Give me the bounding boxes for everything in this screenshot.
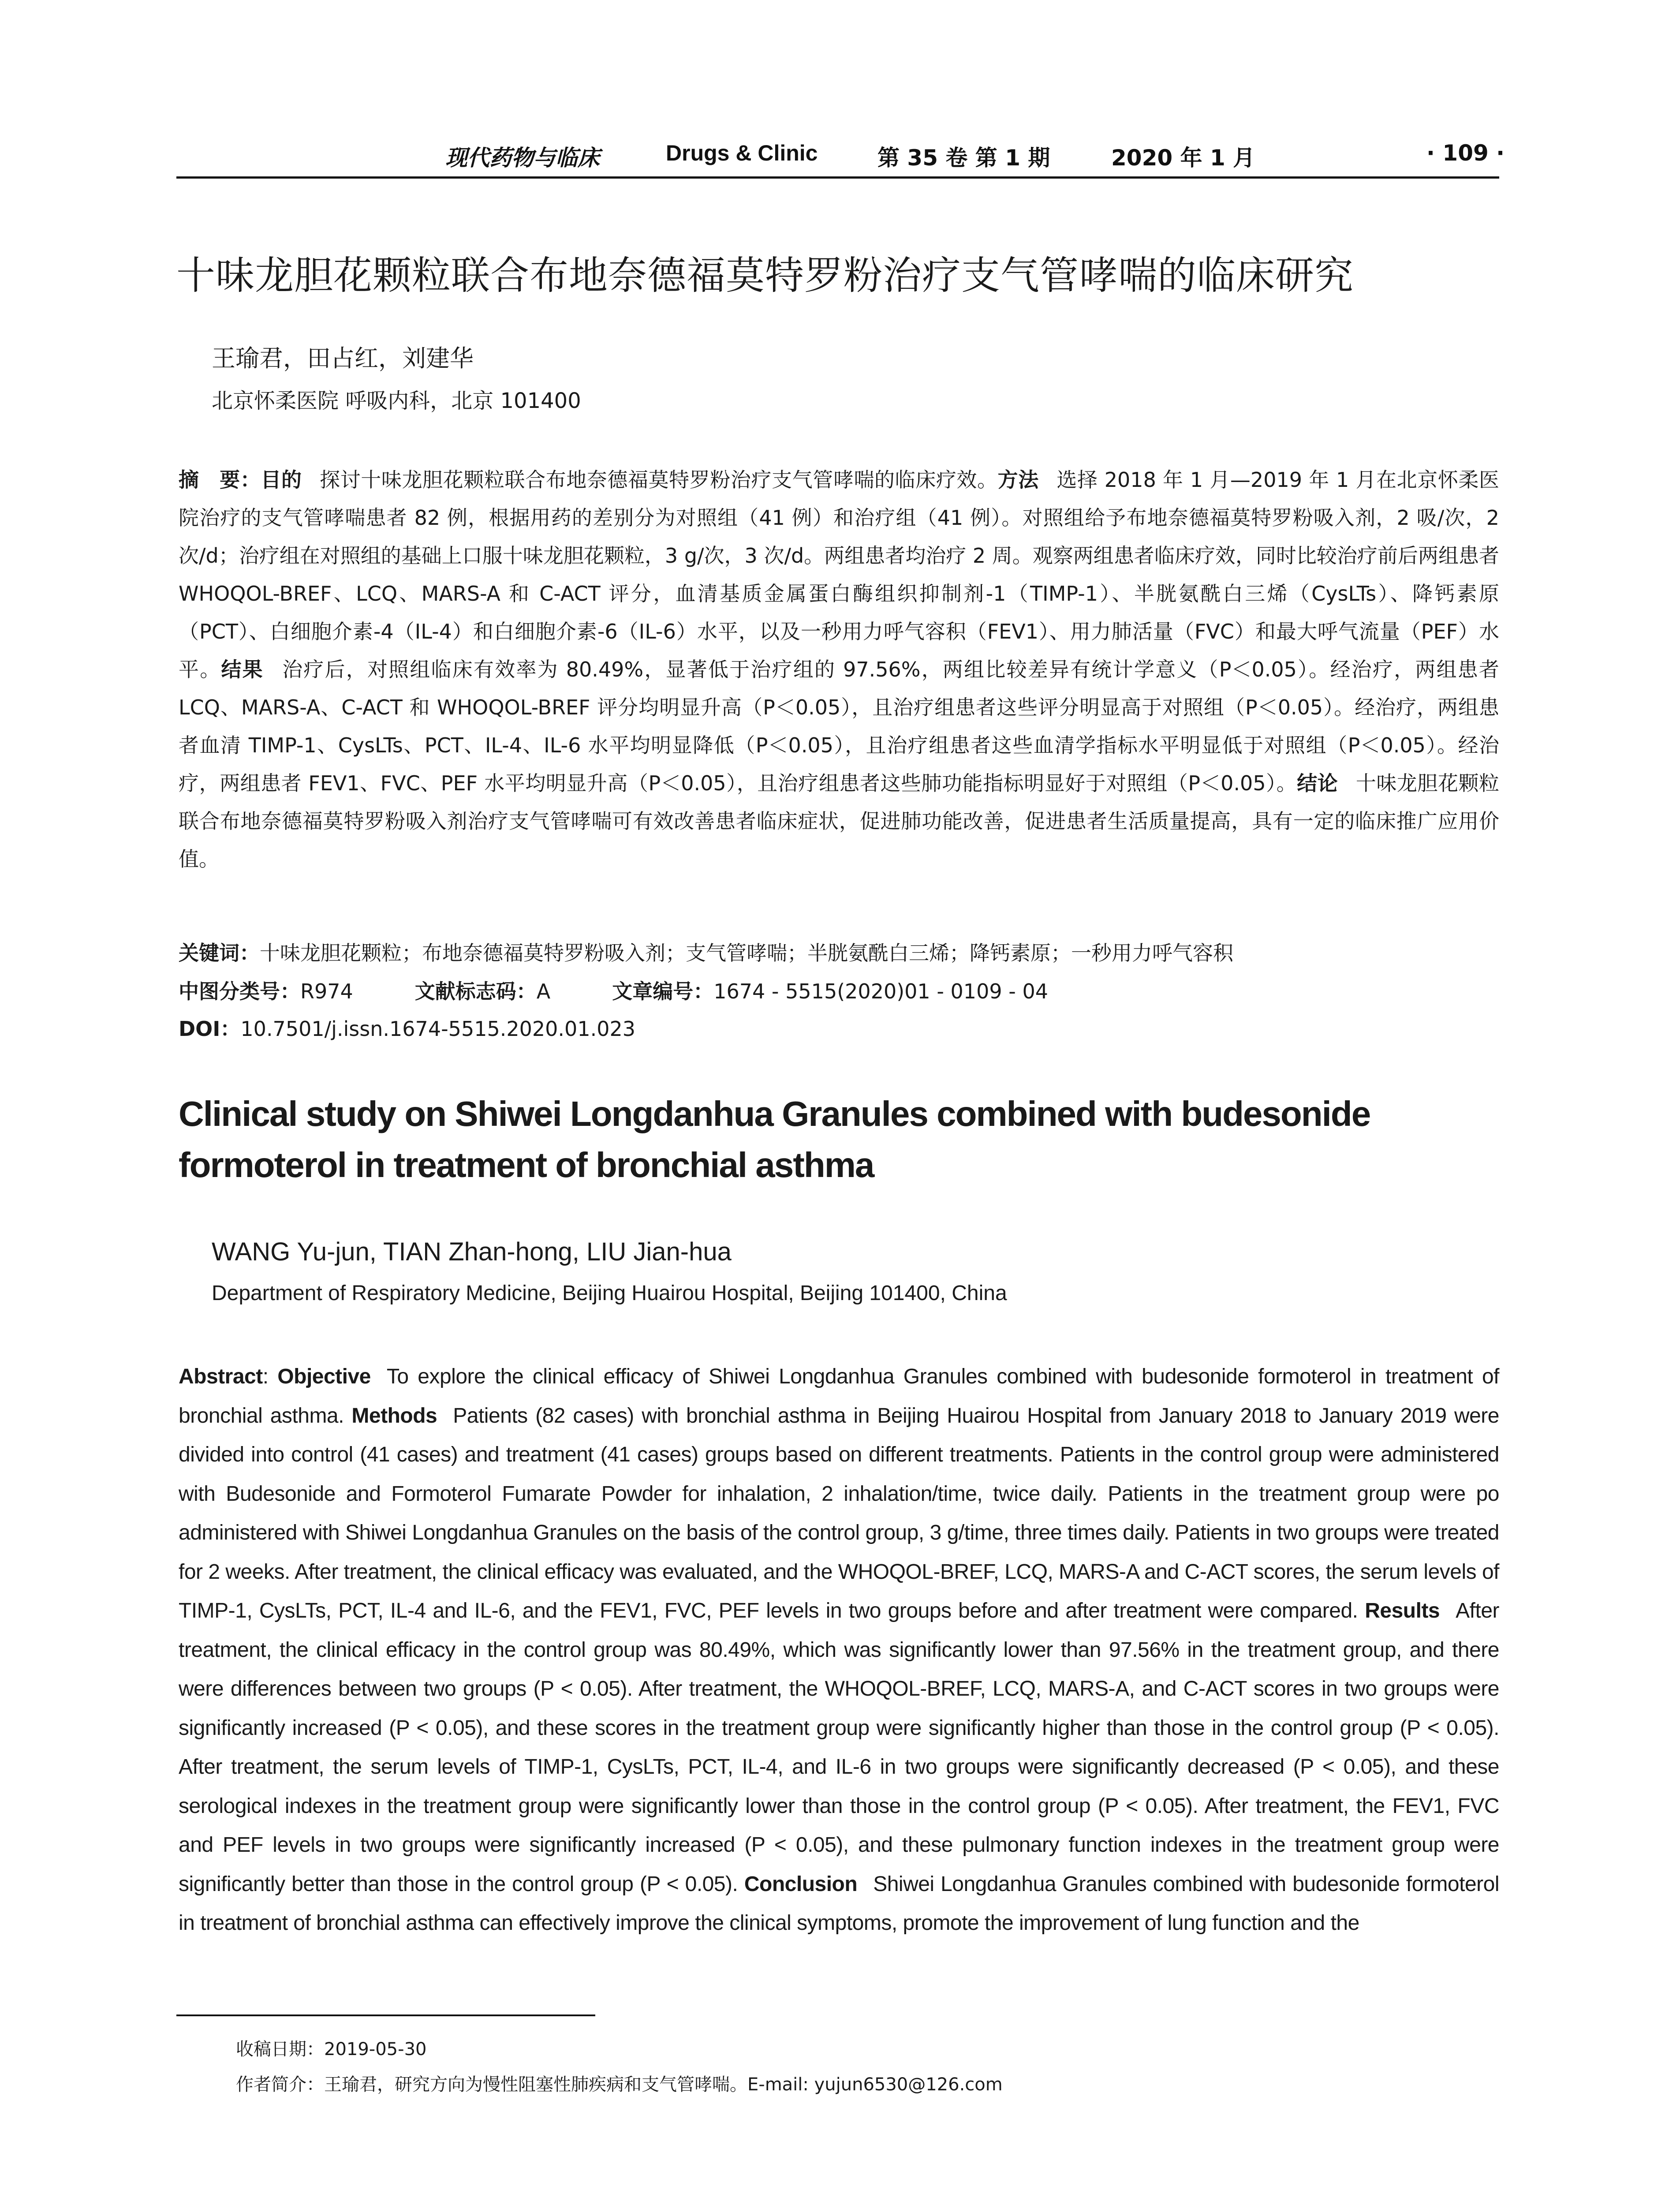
objective-label-en: Objective (277, 1365, 371, 1388)
authors-cn: 王瑜君，田占红，刘建华 (212, 344, 474, 372)
journal-name-cn: 现代药物与临床 (445, 145, 600, 171)
doi-line (179, 1013, 1499, 1042)
page-number: · 109 · (1426, 140, 1505, 166)
keywords-value: 十味龙胆花颗粒；布地奈德福莫特罗粉吸入剂；支气管哮喘；半胱氨酰白三烯；降钙素原；一秒用力呼气容积 (260, 941, 1233, 965)
doc-code-value: A (536, 979, 551, 1003)
class-label: 中图分类号： (179, 979, 300, 1003)
article-title-en: Clinical study on Shiwei Longdanhua Granules combined with budesonide formoterol in treatment of bronchial asthma (179, 1094, 1370, 1185)
journal-name-en: Drugs & Clinic (666, 141, 818, 165)
issue-date: 2020 年 1 月 (1111, 145, 1255, 171)
keywords-label: 关键词： (179, 941, 260, 965)
affiliation-cn: 北京怀柔医院 呼吸内科，北京 101400 (212, 389, 581, 413)
objective-text-cn: 探讨十味龙胆花颗粒联合布地奈德福莫特罗粉治疗支气管哮喘的临床疗效。 (319, 468, 998, 492)
conclusion-label-en: Conclusion (744, 1872, 858, 1896)
results-text-en: After treatment, the clinical efficacy in the control group was 80.49%, which was significantly lower than 97.56% in the treatment group, and there were differences between two groups (P < 0.05). After treatment, the WHOQOL-BREF, LCQ, MARS-A, and C-ACT scores in two groups were significantly increased (P < 0.05), and these scores in the treatment group were significantly higher than those in the control group (P < 0.05). After treatment, the serum levels of TIMP-1, CysLTs, PCT, IL-4, and IL-6 in two groups were significantly decreased (P < 0.05), and these serological indexes in the treatment group were significantly lower than those in the control group (P < 0.05). After treatment, the FEV1, FVC and PEF levels in two groups were significantly increased (P < 0.05), and these pulmonary function indexes in the treatment group were significantly better than those in the control group (P < 0.05). (179, 1599, 1499, 1896)
doi-value[interactable]: 10.7501/j.issn.1674-5515.2020.01.023 (240, 1017, 636, 1041)
volume-issue: 第 35 卷 第 1 期 (877, 145, 1050, 171)
methods-text-en: Patients (82 cases) with bronchial asthma in Beijing Huairou Hospital from January 2018 to January 2019 were divided into control (41 cases) and treatment (41 cases) groups based on different treatments. Patients in the control group were administered with Budesonide and Formoterol Fumarate Powder for inhalation, 2 inhalation/time, twice daily. Patients in the treatment group were po administered with Shiwei Longdanhua Granules on the basis of the control group, 3 g/time, three times daily. Patients in two groups were treated for 2 weeks. After treatment, the clinical efficacy was evaluated, and the WHOQOL-BREF, LCQ, MARS-A and C-ACT scores, the serum levels of TIMP-1, CysLTs, PCT, IL-4 and IL-6, and the FEV1, FVC, PEF levels in two groups before and after treatment were compared. (179, 1404, 1499, 1622)
author-bio-note (236, 2070, 1003, 2096)
received-date-note (236, 2035, 426, 2060)
running-header (176, 140, 1505, 176)
abstract-label-cn: 摘 要： (179, 468, 261, 492)
article-no-label: 文章编号： (612, 979, 714, 1003)
article-title-cn: 十味龙胆花颗粒联合布地奈德福莫特罗粉治疗支气管哮喘的临床研究 (176, 253, 1354, 298)
author-bio-value: 王瑜君，研究方向为慢性阻塞性肺疾病和支气管哮喘。E-mail: yujun6530@126.com (324, 2074, 1003, 2095)
received-value: 2019-05-30 (324, 2039, 427, 2059)
conclusion-text-en: Shiwei Longdanhua Granules combined with budesonide formoterol in treatment of bronchial asthma can effectively improve the clinical symptoms, promote the improvement of lung function and the (179, 1872, 1499, 1935)
authors-en: WANG Yu-jun, TIAN Zhan-hong, LIU Jian-hua (212, 1237, 732, 1266)
abstract-en: Abstract: Objective To explore the clinical efficacy of Shiwei Longdanhua Granules combined with budesonide formoterol in treatment of bronchial asthma. Methods Patients (82 cases) with bronchial asthma in Beijing Huairou Hospital from January 2018 to January 2019 were divided into control (41 cases) and treatment (41 cases) groups based on different treatments. Patients in the control group were administered with Budesonide and Formoterol Fumarate Powder for inhalation, 2 inhalation/time, twice daily. Patients in the treatment group were po administered with Shiwei Longdanhua Granules on the basis of the control group, 3 g/time, three times daily. Patients in two groups were treated for 2 weeks. After treatment, the clinical efficacy was evaluated, and the WHOQOL-BREF, LCQ, MARS-A and C-ACT scores, the serum levels of TIMP-1, CysLTs, PCT, IL-4 and IL-6, and the FEV1, FVC, PEF levels in two groups before and after treatment were compared. Results After treatment, the clinical efficacy in the control group was 80.49%, which was significantly lower than 97.56% in the treatment group, and there were differences between two groups (P < 0.05). After treatment, the WHOQOL-BREF, LCQ, MARS-A, and C-ACT scores in two groups were significantly increased (P < 0.05), and these scores in the treatment group were significantly higher than those in the control group (P < 0.05). After treatment, the serum levels of TIMP-1, CysLTs, PCT, IL-4, and IL-6 in two groups were significantly decreased (P < 0.05), and these serological indexes in the treatment group were significantly lower than those in the control group (P < 0.05). After treatment, the FEV1, FVC and PEF levels in two groups were significantly increased (P < 0.05), and these pulmonary function indexes in the treatment group were significantly better than those in the control group (P < 0.05). Conclusion Shiwei Longdanhua Granules combined with budesonide formoterol in treatment of bronchial asthma can effectively improve the clinical symptoms, promote the improvement of lung function and the (179, 1365, 1500, 1935)
author-bio-label: 作者简介： (236, 2074, 324, 2095)
abstract-cn (179, 461, 1499, 878)
header-rule (176, 176, 1499, 179)
article-no-value: 1674 - 5515(2020)01 - 0109 - 04 (713, 979, 1048, 1003)
classification-line (179, 975, 1499, 1005)
class-value: R974 (300, 979, 353, 1003)
objective-label-cn: 目的 (261, 468, 302, 492)
received-label: 收稿日期： (236, 2039, 324, 2059)
doc-code-label: 文献标志码： (414, 979, 537, 1003)
conclusion-text-cn: 十味龙胆花颗粒联合布地奈德福莫特罗粉吸入剂治疗支气管哮喘可有效改善患者临床症状，促进肺功能改善，促进患者生活质量提高，具有一定的临床推广应用价值。 (179, 771, 1500, 871)
methods-text-cn: 选择 2018 年 1 月—2019 年 1 月在北京怀柔医院治疗的支气管哮喘患者 82 例，根据用药的差别分为对照组（41 例）和治疗组（41 例）。对照组给予布地奈德福莫特罗粉吸入剂，2 吸/次，2 次/d；治疗组在对照组的基础上口服十味龙胆花颗粒，3 g/次，3 次/d。两组患者均治疗 2 周。观察两组患者临床疗效，同时比较治疗前后两组患者 WHOQOL-BREF、LCQ、MARS-A 和 C-ACT 评分，血清基质金属蛋白酶组织抑制剂-1（TIMP-1）、半胱氨酰白三烯（CysLTs）、降钙素原（PCT）、白细胞介素-4（IL-4）和白细胞介素-6（IL-6）水平，以及一秒用力呼气容积（FEV1）、用力肺活量（FVC）和最大呼气流量（PEF）水平。 (179, 468, 1500, 681)
conclusion-label-cn: 结论 (1297, 771, 1338, 795)
keywords-cn (179, 937, 1499, 966)
affiliation-en: Department of Respiratory Medicine, Beijing Huairou Hospital, Beijing 101400, China (212, 1282, 1007, 1305)
objective-text-en: To explore the clinical efficacy of Shiwei Longdanhua Granules combined with budesonide formoterol in treatment of bronchial asthma. (179, 1365, 1500, 1428)
abstract-label-en: Abstract (179, 1365, 263, 1388)
results-label-cn: 结果 (221, 658, 264, 681)
footnote-rule (176, 2014, 595, 2016)
results-label-en: Results (1365, 1599, 1440, 1622)
methods-label-en: Methods (351, 1404, 437, 1428)
methods-label-cn: 方法 (997, 468, 1039, 492)
results-text-cn: 治疗后，对照组临床有效率为 80.49%，显著低于治疗组的 97.56%，两组比较差异有统计学意义（P＜0.05）。经治疗，两组患者 LCQ、MARS-A、C-ACT 和 WHOQOL-BREF 评分均明显升高（P＜0.05），且治疗组患者这些评分明显高于对照组（P＜0.05）。经治疗，两组患者血清 TIMP-1、CysLTs、PCT、IL-4、IL-6 水平均明显降低（P＜0.05），且治疗组患者这些血清学指标水平明显低于对照组（P＜0.05）。经治疗，两组患者 FEV1、FVC、PEF 水平均明显升高（P＜0.05），且治疗组患者这些肺功能指标明显好于对照组（P＜0.05）。 (179, 658, 1500, 795)
doi-label: DOI： (179, 1017, 241, 1041)
